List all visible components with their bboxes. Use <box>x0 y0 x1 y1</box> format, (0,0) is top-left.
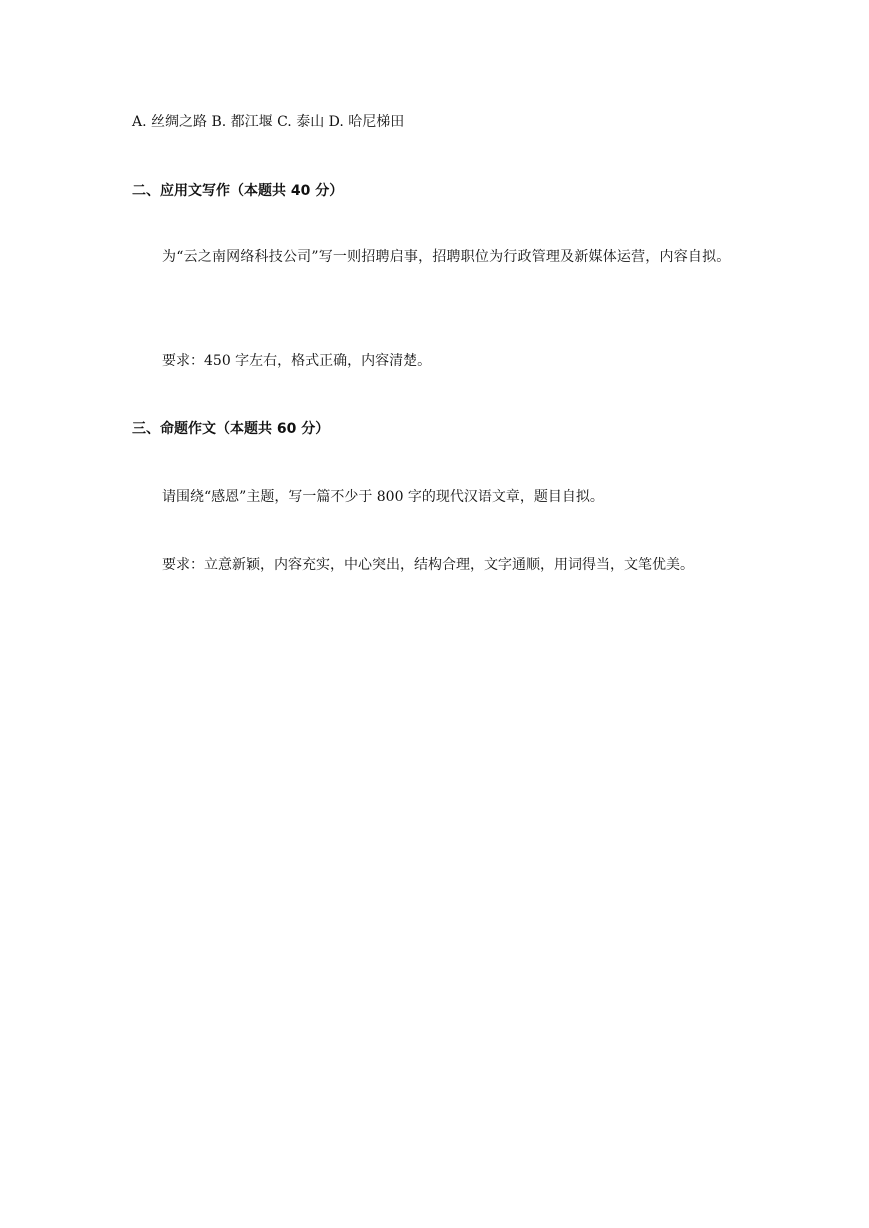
section-2-prompt: 为“云之南网络科技公司”写一则招聘启事，招聘职位为行政管理及新媒体运营，内容自拟。 <box>162 249 731 265</box>
section-2-requirement: 要求：450 字左右，格式正确，内容清楚。 <box>162 353 432 369</box>
section-3-requirement: 要求：立意新颖，内容充实，中心突出，结构合理，文字通顺，用词得当，文笔优美。 <box>162 557 694 573</box>
section-2-heading: 二、应用文写作（本题共 40 分） <box>132 183 344 199</box>
section-3-heading: 三、命题作文（本题共 60 分） <box>132 421 330 437</box>
answer-options: A. 丝绸之路 B. 都江堰 C. 泰山 D. 哈尼梯田 <box>132 114 405 130</box>
section-3-prompt: 请围绕“感恩”主题，写一篇不少于 800 字的现代汉语文章，题目自拟。 <box>162 489 604 505</box>
